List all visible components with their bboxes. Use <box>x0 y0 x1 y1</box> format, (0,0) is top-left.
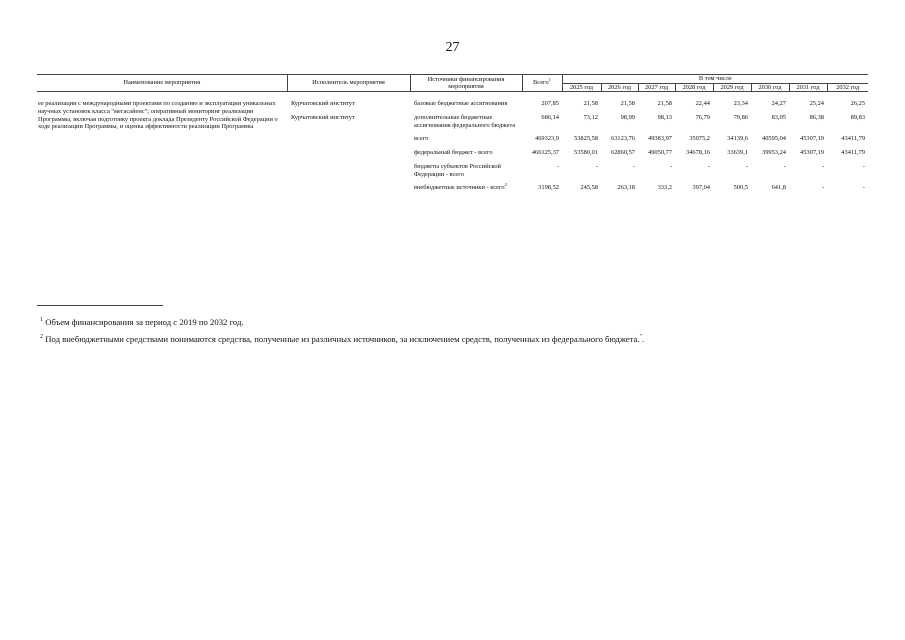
year-cell: 641,8 <box>771 184 786 192</box>
year-cell: 500,5 <box>733 184 748 192</box>
year-cell: 53825,58 <box>574 135 598 143</box>
year-cell: 245,58 <box>580 184 598 192</box>
executor-cell <box>287 163 410 184</box>
total-cell: 207,85 <box>541 100 559 108</box>
total-cell: 3198,52 <box>538 184 559 192</box>
year-cell: 263,18 <box>617 184 635 192</box>
source-cell: федеральный бюджет - всего <box>414 149 493 157</box>
year-cell: 35075,2 <box>689 135 710 143</box>
year-cell: - <box>707 162 710 170</box>
year-cell: 63123,76 <box>611 135 635 143</box>
header-source: Источники финансирования мероприятия <box>410 75 522 92</box>
year-cell: 397,04 <box>692 184 710 192</box>
table-row <box>37 92 868 114</box>
year-cell: 86,38 <box>809 114 824 122</box>
source-cell: дополнительные бюджетные ассигнования федерального бюджета <box>414 114 516 129</box>
year-cell: 89,83 <box>850 114 866 122</box>
header-total <box>522 75 562 92</box>
year-cell: 23,34 <box>733 100 748 108</box>
source-cell: базовые бюджетные ассигнования <box>414 100 508 108</box>
source-cell: всего <box>414 135 429 143</box>
header-total-label: Всего <box>533 79 549 87</box>
year-cell: 98,99 <box>620 114 635 122</box>
header-year: 2027 год <box>638 83 675 92</box>
footnote-2 <box>40 334 644 344</box>
year-cell: 34139,6 <box>727 135 748 143</box>
year-cell: 24,27 <box>771 100 786 108</box>
year-cell: 53580,01 <box>574 149 598 157</box>
year-cell: 39953,24 <box>762 149 786 157</box>
footnote-text: Под внебюджетными средствами понимаются средства, полученные из различных источников, за исключением средств, полученных из федерального бюджета. <box>45 334 640 344</box>
footnote-text: Объем финансирования за период с 2019 по 2032 год. <box>45 317 244 327</box>
year-cell: 21,58 <box>657 100 672 108</box>
footnote-tail: . <box>642 334 645 344</box>
year-cell: - <box>862 184 866 192</box>
header-year: 2025 год <box>562 83 601 92</box>
executor-cell <box>287 149 410 163</box>
executor-cell: Курчатовский институт <box>291 114 355 122</box>
event-description: ее реализации с международными проектами по созданию и эксплуатации уникальных научных установок класса "мегасайенс"; оперативный мониторинг реализации Программы, включая подготовку проекта доклада Президенту Российской Федерации о ходе реализации Программы, и оценка эффективности реализации Программы <box>38 100 278 131</box>
year-cell: 34678,16 <box>686 149 710 157</box>
year-cell: 83,05 <box>771 114 786 122</box>
year-cell: 21,58 <box>620 100 635 108</box>
executor-cell <box>287 184 410 192</box>
year-cell: 22,44 <box>695 100 710 108</box>
footnote-separator <box>37 305 163 306</box>
source-cell: бюджеты субъектов Российской Федерации - всего <box>414 162 501 178</box>
year-cell: 62860,57 <box>611 149 635 157</box>
header-year: 2026 год <box>601 83 638 92</box>
year-cell: - <box>595 162 598 170</box>
header-year: 2029 год <box>713 83 751 92</box>
closing-quote: " <box>639 334 643 341</box>
year-cell: - <box>821 162 824 170</box>
year-cell: - <box>783 162 786 170</box>
total-cell: - <box>556 162 559 170</box>
year-cell: - <box>632 162 635 170</box>
year-cell: 76,79 <box>695 114 710 122</box>
executor-cell: Курчатовский институт <box>291 100 355 108</box>
year-cell: 21,58 <box>583 100 598 108</box>
total-cell: 469323,9 <box>535 135 559 143</box>
header-year: 2032 год <box>827 83 868 92</box>
year-cell: 40595,04 <box>762 135 786 143</box>
executor-cell <box>287 135 410 149</box>
footnote-ref-1: 1 <box>548 77 551 83</box>
year-cell: - <box>669 162 672 170</box>
year-cell: 43411,79 <box>841 135 866 143</box>
page-number: 27 <box>445 40 460 55</box>
year-cell: 45307,19 <box>800 135 824 143</box>
year-cell: - <box>745 162 748 170</box>
financing-table <box>37 74 868 192</box>
year-cell: 73,12 <box>583 114 598 122</box>
year-cell: 43411,79 <box>841 149 866 157</box>
year-cell: 25,24 <box>809 100 824 108</box>
year-cell: 333,2 <box>657 184 672 192</box>
source-cell <box>410 184 522 192</box>
year-cell: 45307,19 <box>800 149 824 157</box>
header-executor: Исполнитель мероприятия <box>287 75 410 92</box>
total-cell: 686,14 <box>541 114 559 122</box>
header-year: 2030 год <box>751 83 789 92</box>
year-cell: 49050,77 <box>648 149 672 157</box>
year-cell: 98,13 <box>657 114 672 122</box>
footnote-mark: 1 <box>40 317 44 324</box>
year-cell: - <box>862 162 866 170</box>
total-cell: 466125,37 <box>531 149 559 157</box>
footnote-mark: 2 <box>40 334 44 341</box>
header-including: В том числе <box>562 75 868 84</box>
header-year: 2031 год <box>789 83 827 92</box>
year-cell: 26,25 <box>850 100 866 108</box>
header-event: Наименование мероприятия <box>37 75 287 92</box>
source-label: внебюджетные источники - всего <box>414 184 505 192</box>
year-cell: 49383,97 <box>648 135 672 143</box>
header-year: 2028 год <box>675 83 713 92</box>
year-cell: 33639,1 <box>727 149 748 157</box>
year-cell: - <box>821 184 824 192</box>
year-cell: 79,86 <box>733 114 748 122</box>
footnote-ref-2: 2 <box>504 182 507 188</box>
footnote-1 <box>40 317 244 327</box>
